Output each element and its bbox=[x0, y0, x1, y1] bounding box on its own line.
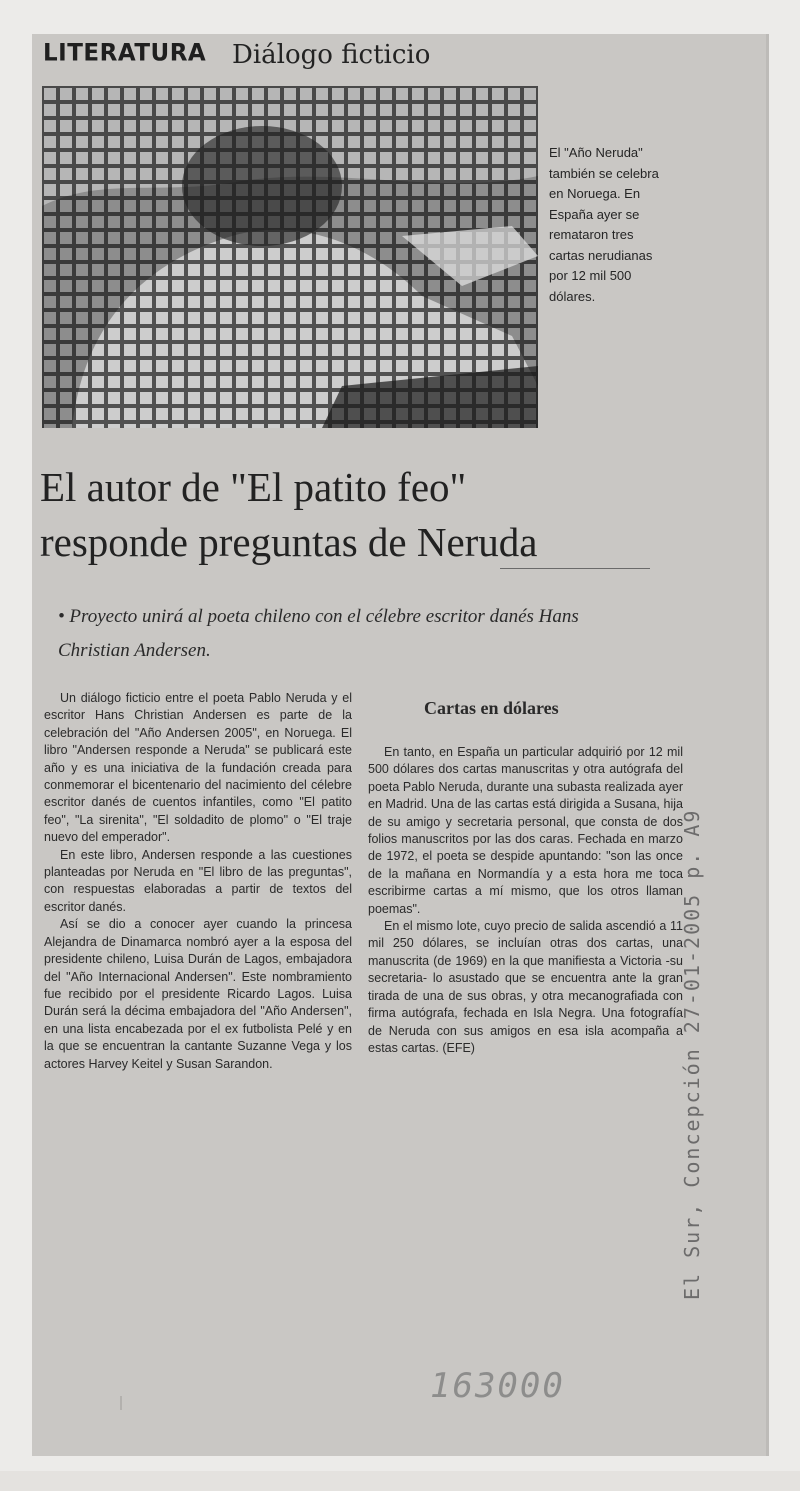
left-paragraph: Así se dio a conocer ayer cuando la princesa Alejandra de Dinamarca nombró ayer a la esposa del presidente chileno, Luisa Durán de Lagos, embajadora del "Año Internacional Andersen". Este nombramiento fue recibido por el presidente Ricardo Lagos. Luisa Durán será la décima embajadora del "Año Andersen", en una lista encabezada por el ex futbolista Pelé y en la que se encuentran la cantante Suzanne Vega y los actores Harvey Keitel y Susan Sarandon. bbox=[44, 917, 352, 1071]
handwritten-note: 163000 bbox=[430, 1366, 565, 1406]
right-subhead: Cartas en dólares bbox=[424, 698, 559, 718]
right-column bbox=[368, 744, 683, 1057]
photo-caption: El "Año Neruda" también se celebra en Noruega. En España ayer se remataron tres cartas nerudianas por 12 mil 500 dólares. bbox=[549, 145, 659, 304]
headline-line-2: responde preguntas de Neruda bbox=[40, 519, 538, 565]
fold-mark bbox=[120, 1396, 130, 1410]
section-label: LITERATURA bbox=[43, 39, 207, 67]
section-subtitle: Diálogo ficticio bbox=[232, 40, 431, 70]
left-paragraph: En este libro, Andersen responde a las cuestiones planteadas por Neruda en "El libro de las preguntas", con respuestas elaboradas a partir de textos del escritor danés. bbox=[44, 847, 352, 914]
left-paragraph: Un diálogo ficticio entre el poeta Pablo Neruda y el escritor Hans Christian Andersen es parte de la celebración del "Año Andersen 2005", en Noruega. El libro "Andersen responde a Neruda" se publicará este año y es una iniciativa de la fundación creada para conmemorar el bicentenario del nacimiento del célebre escritor danés de cuentos infantiles, como "El patito feo", "La sirenita", "El soldadito de plomo" o "El traje nuevo del emperador". bbox=[44, 691, 352, 845]
headline-underline bbox=[500, 568, 650, 569]
article-photo bbox=[42, 86, 538, 428]
source-stamp: El Sur, Concepción 27-01-2005 p. A9 bbox=[680, 808, 704, 1300]
right-paragraph: En el mismo lote, cuyo precio de salida ascendió a 11 mil 250 dólares, se incluían otras dos cartas, una manuscrita (de 1969) en la que manifiesta a Victoria -su secretaria- lo asustado que se encuentra ante la gran tirada de una de sus obras, y otra mecanografiada con firma autógrafa, fechada en Isla Negra. Una fotografía de Neruda con sus amigos en esa isla acompaña a estas cartas. (EFE) bbox=[368, 919, 683, 1055]
left-column bbox=[44, 690, 352, 1073]
headline bbox=[40, 460, 700, 570]
headline-line-1: El autor de "El patito feo" bbox=[40, 464, 467, 510]
photo-halftone bbox=[42, 86, 538, 428]
right-paragraph: En tanto, en España un particular adquirió por 12 mil 500 dólares dos cartas manuscritas y otra autógrafa del poeta Pablo Neruda, durante una subasta realizada ayer en Madrid. Una de las cartas está dirigida a Susana, hija de su amigo y secretaria personal, que consta de dos folios manuscritos por las dos caras. Fechada en marzo de 1972, el poeta se despide apuntando: "son las once de la mañana en Normandía y a esta hora me toca escribirme cartas a mí mismo, que los otros llaman poemas". bbox=[368, 745, 683, 916]
article-dek: • Proyecto unirá al poeta chileno con el célebre escritor danés Hans Christian Andersen. bbox=[58, 606, 579, 661]
archive-sheet-edge bbox=[0, 1471, 800, 1491]
